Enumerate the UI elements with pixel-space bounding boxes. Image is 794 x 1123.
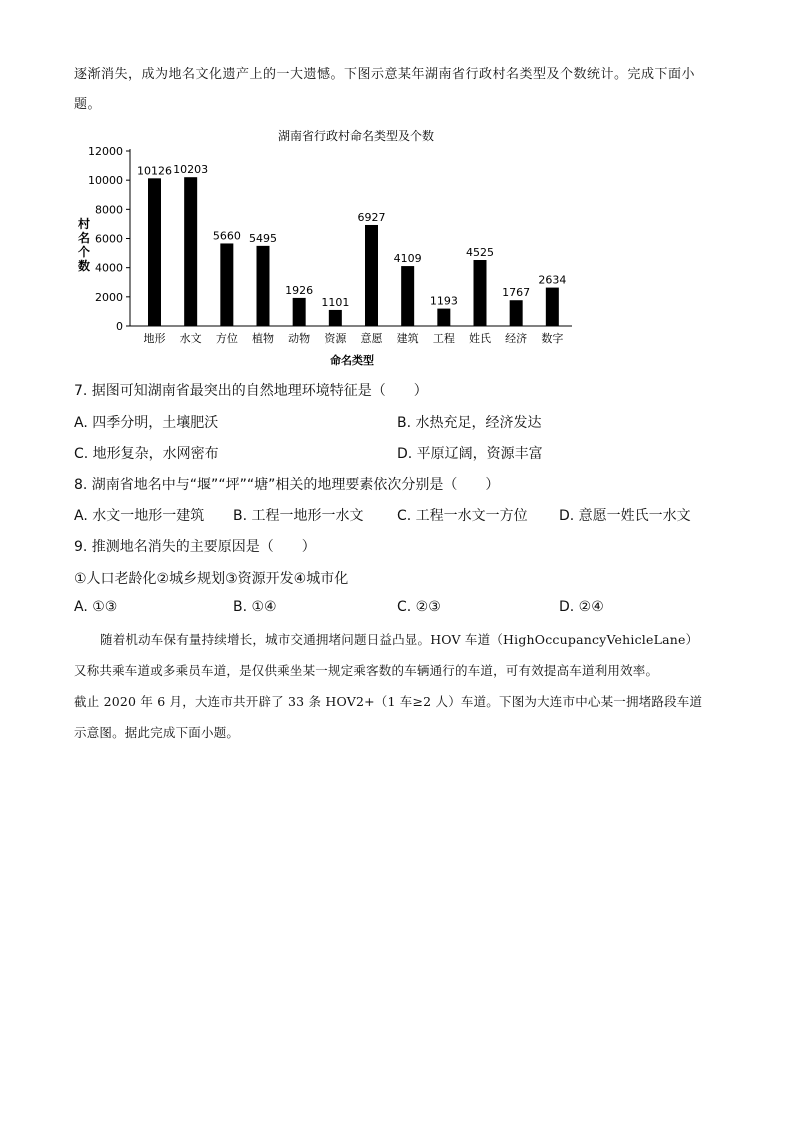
x-category-label: 意愿 xyxy=(360,332,383,345)
x-category-label: 经济 xyxy=(505,332,528,345)
question-9-option-a[interactable]: A. ①③ xyxy=(74,599,118,615)
x-category-label: 姓氏 xyxy=(469,332,491,345)
intro-line-1: 逐渐消失，成为地名文化遗产上的一大遗憾。下图示意某年湖南省行政村名类型及个数统计。完成下面小 xyxy=(74,67,696,82)
bar-植物 xyxy=(257,246,270,326)
question-9-stem: 9. 推测地名消失的主要原因是（ ） xyxy=(74,539,316,555)
bar-意愿 xyxy=(365,225,378,326)
bar-工程 xyxy=(437,309,450,326)
bar-动物 xyxy=(293,298,306,326)
bar-value-label: 4525 xyxy=(466,246,494,260)
y-tick-label: 0 xyxy=(116,320,123,333)
chart-x-axis-label: 命名类型 xyxy=(330,354,374,367)
bar-方位 xyxy=(220,243,233,326)
bar-姓氏 xyxy=(474,260,487,326)
question-7-option-b[interactable]: B. 水热充足，经济发达 xyxy=(397,415,542,431)
question-7-stem: 7. 据图可知湖南省最突出的自然地理环境特征是（ ） xyxy=(74,383,428,399)
question-8-stem: 8. 湖南省地名中与“堰”“坪”“塘”相关的地理要素依次分别是（ ） xyxy=(74,477,500,493)
question-9-items: ①人口老龄化②城乡规划③资源开发④城市化 xyxy=(74,571,349,587)
question-7-option-a[interactable]: A. 四季分明，土壤肥沃 xyxy=(74,415,219,431)
bar-chart-svg xyxy=(66,124,586,374)
bar-value-label: 4109 xyxy=(393,252,422,266)
passage-line-1: 随着机动车保有量持续增长，城市交通拥堵问题日益凸显。HOV 车道（HighOccupancyVehicleLane） xyxy=(100,632,699,647)
question-8-option-c[interactable]: C. 工程一水文一方位 xyxy=(397,508,528,524)
x-category-label: 工程 xyxy=(432,332,455,345)
question-8-option-b[interactable]: B. 工程一地形一水文 xyxy=(233,508,364,524)
bar-地形 xyxy=(148,178,161,326)
bar-数字 xyxy=(546,288,559,326)
bar-value-label: 1767 xyxy=(502,286,531,300)
bar-value-label: 1926 xyxy=(285,283,314,297)
bar-建筑 xyxy=(401,266,414,326)
passage-line-3: 截止 2020 年 6 月，大连市共开辟了 33 条 HOV2+（1 车≥2 人）车道。下图为大连市中心某一拥堵路段车道 xyxy=(74,694,703,709)
bar-资源 xyxy=(329,310,342,326)
bar-chart xyxy=(66,124,586,374)
x-category-label: 数字 xyxy=(541,332,564,345)
passage-line-2: 又称共乘车道或多乘员车道，是仅供乘坐某一规定乘客数的车辆通行的车道，可有效提高车道利用效率。 xyxy=(74,663,659,678)
bar-value-label: 5660 xyxy=(212,229,241,243)
chart-title: 湖南省行政村命名类型及个数 xyxy=(277,129,435,143)
question-7-option-c[interactable]: C. 地形复杂，水网密布 xyxy=(74,446,219,462)
bar-value-label: 5495 xyxy=(249,231,277,245)
y-tick-label: 8000 xyxy=(95,203,123,217)
hov-passage xyxy=(74,624,724,748)
bar-value-label: 10203 xyxy=(173,163,209,177)
chart-y-axis-label: 村名个数 xyxy=(78,217,91,273)
x-category-label: 地形 xyxy=(143,332,166,345)
y-tick-label: 6000 xyxy=(95,232,123,246)
bar-value-label: 1193 xyxy=(429,294,458,308)
bar-水文 xyxy=(184,177,197,326)
x-category-label: 方位 xyxy=(215,332,238,345)
bar-经济 xyxy=(510,300,523,326)
y-tick-label: 4000 xyxy=(95,261,123,275)
intro-paragraph xyxy=(74,60,724,120)
bar-value-label: 2634 xyxy=(538,273,567,287)
question-9-option-c[interactable]: C. ②③ xyxy=(397,599,441,615)
y-tick-label: 12000 xyxy=(88,145,123,158)
x-category-label: 资源 xyxy=(324,332,347,345)
intro-line-2: 题。 xyxy=(74,97,102,112)
question-8-option-a[interactable]: A. 水文一地形一建筑 xyxy=(74,508,205,524)
x-category-label: 动物 xyxy=(288,332,311,345)
passage-line-4: 示意图。据此完成下面小题。 xyxy=(74,725,240,740)
x-category-label: 建筑 xyxy=(396,332,419,345)
bar-value-label: 1101 xyxy=(321,295,350,309)
y-tick-label: 10000 xyxy=(88,174,123,188)
question-9-option-b[interactable]: B. ①④ xyxy=(233,599,277,615)
bar-value-label: 6927 xyxy=(357,210,386,224)
bar-value-label: 10126 xyxy=(137,164,172,178)
question-8-option-d[interactable]: D. 意愿一姓氏一水文 xyxy=(559,508,691,524)
y-tick-label: 2000 xyxy=(95,290,123,304)
question-9-option-d[interactable]: D. ②④ xyxy=(559,599,604,615)
x-category-label: 植物 xyxy=(252,332,274,345)
question-7-option-d[interactable]: D. 平原辽阔，资源丰富 xyxy=(397,446,543,462)
x-category-label: 水文 xyxy=(179,332,202,345)
